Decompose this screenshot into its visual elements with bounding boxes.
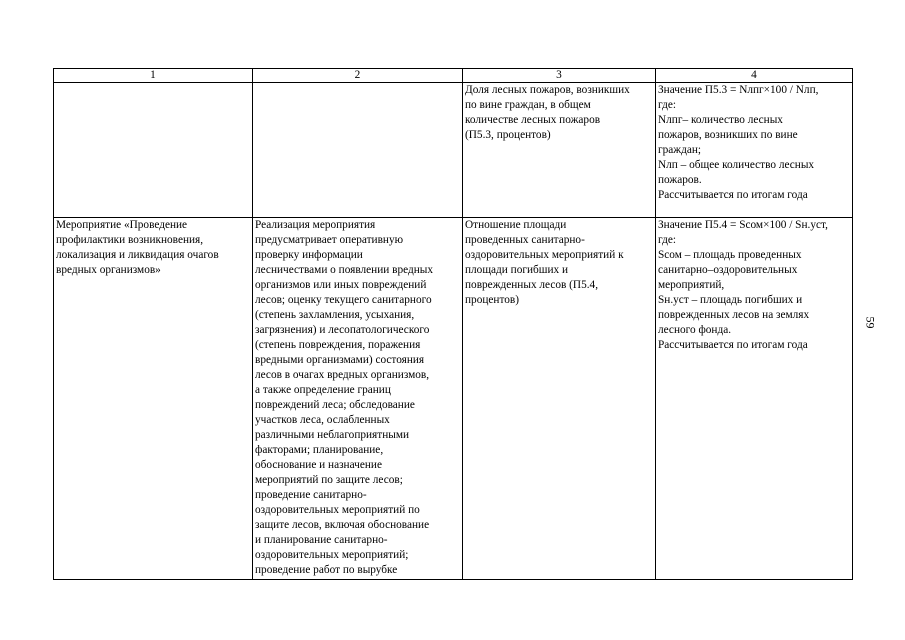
- cell-line: Рассчитывается по итогам года: [658, 189, 808, 201]
- cell-line: оздоровительных мероприятий по: [255, 504, 420, 516]
- cell-line: (П5.3, процентов): [465, 129, 551, 141]
- cell-line: площади погибших и: [465, 264, 569, 276]
- cell-line: факторами; планирование,: [255, 444, 384, 456]
- cell-line: вредных организмов»: [56, 264, 161, 276]
- cell-line: повреждений леса; обследование: [255, 399, 415, 411]
- cell-line: по вине граждан, в общем: [465, 99, 591, 111]
- cell-r1-formula: [656, 83, 853, 218]
- table-row: [54, 218, 853, 580]
- cell-line: Реализация мероприятия: [255, 219, 376, 231]
- cell-line: лесов; оценку текущего санитарного: [255, 294, 432, 306]
- cell-r2-indicator: [463, 218, 656, 580]
- cell-line: (степень повреждения, поражения: [255, 339, 421, 351]
- cell-line: Отношение площади: [465, 219, 567, 231]
- cell-line: граждан;: [658, 144, 702, 156]
- cell-r1-activity: [54, 83, 253, 218]
- cell-line: проведение работ по вырубке: [255, 564, 398, 576]
- cell-r2-description: [253, 218, 463, 580]
- cell-r1-indicator: [463, 83, 656, 218]
- cell-line: предусматривает оперативную: [255, 234, 404, 246]
- cell-line: Sсом – площадь проведенных: [658, 249, 802, 261]
- cell-line: локализация и ликвидация очагов: [56, 249, 219, 261]
- cell-line: пожаров.: [658, 174, 702, 186]
- cell-line: загрязнения) и лесопатологического: [255, 324, 430, 336]
- cell-r2-formula: [656, 218, 853, 580]
- cell-line: Значение П5.3 = Nлпг×100 / Nлп,: [658, 84, 819, 96]
- cell-line: проведение санитарно-: [255, 489, 367, 501]
- page-number: 59: [863, 316, 878, 329]
- column-header-4: 4: [656, 69, 853, 83]
- cell-line: и планирование санитарно-: [255, 534, 388, 546]
- cell-line: пожаров, возникших по вине: [658, 129, 798, 141]
- cell-line: различными неблагоприятными: [255, 429, 410, 441]
- cell-line: мероприятий по защите лесов;: [255, 474, 403, 486]
- cell-line: лесного фонда.: [658, 324, 732, 336]
- cell-line: санитарно–оздоровительных: [658, 264, 798, 276]
- cell-line: Мероприятие «Проведение: [56, 219, 188, 231]
- cell-line: где:: [658, 234, 676, 246]
- cell-line: Доля лесных пожаров, возникших: [465, 84, 630, 96]
- cell-line: процентов): [465, 294, 519, 306]
- cell-r1-description: [253, 83, 463, 218]
- cell-line: оздоровительных мероприятий к: [465, 249, 624, 261]
- cell-line: лесничествами о появлении вредных: [255, 264, 434, 276]
- cell-line: поврежденных лесов на землях: [658, 309, 810, 321]
- cell-line: участков леса, ослабленных: [255, 414, 390, 426]
- cell-line: лесов в очагах вредных организмов,: [255, 369, 430, 381]
- cell-line: вредными организмами) состояния: [255, 354, 425, 366]
- cell-line: где:: [658, 99, 676, 111]
- column-header-1: 1: [54, 69, 253, 83]
- cell-r2-activity: [54, 218, 253, 580]
- cell-line: организмов или иных повреждений: [255, 279, 427, 291]
- cell-line: защите лесов, включая обоснование: [255, 519, 430, 531]
- cell-line: проведенных санитарно-: [465, 234, 585, 246]
- table-row: [54, 83, 853, 218]
- cell-line: Nлпг– количество лесных: [658, 114, 783, 126]
- cell-line: Sн.уст – площадь погибших и: [658, 294, 803, 306]
- cell-line: проверку информации: [255, 249, 363, 261]
- cell-line: количестве лесных пожаров: [465, 114, 601, 126]
- cell-line: Значение П5.4 = Sсом×100 / Sн.уст,: [658, 219, 828, 231]
- cell-line: Nлп – общее количество лесных: [658, 159, 815, 171]
- cell-line: Рассчитывается по итогам года: [658, 339, 808, 351]
- cell-line: (степень захламления, усыхания,: [255, 309, 415, 321]
- cell-line: профилактики возникновения,: [56, 234, 204, 246]
- header-row: [54, 69, 853, 83]
- cell-line: мероприятий,: [658, 279, 725, 291]
- cell-line: оздоровительных мероприятий;: [255, 549, 409, 561]
- measures-table: [53, 68, 853, 580]
- column-header-3: 3: [463, 69, 656, 83]
- cell-line: обоснование и назначение: [255, 459, 382, 471]
- column-header-2: 2: [253, 69, 463, 83]
- cell-line: а также определение границ: [255, 384, 391, 396]
- cell-line: поврежденных лесов (П5.4,: [465, 279, 599, 291]
